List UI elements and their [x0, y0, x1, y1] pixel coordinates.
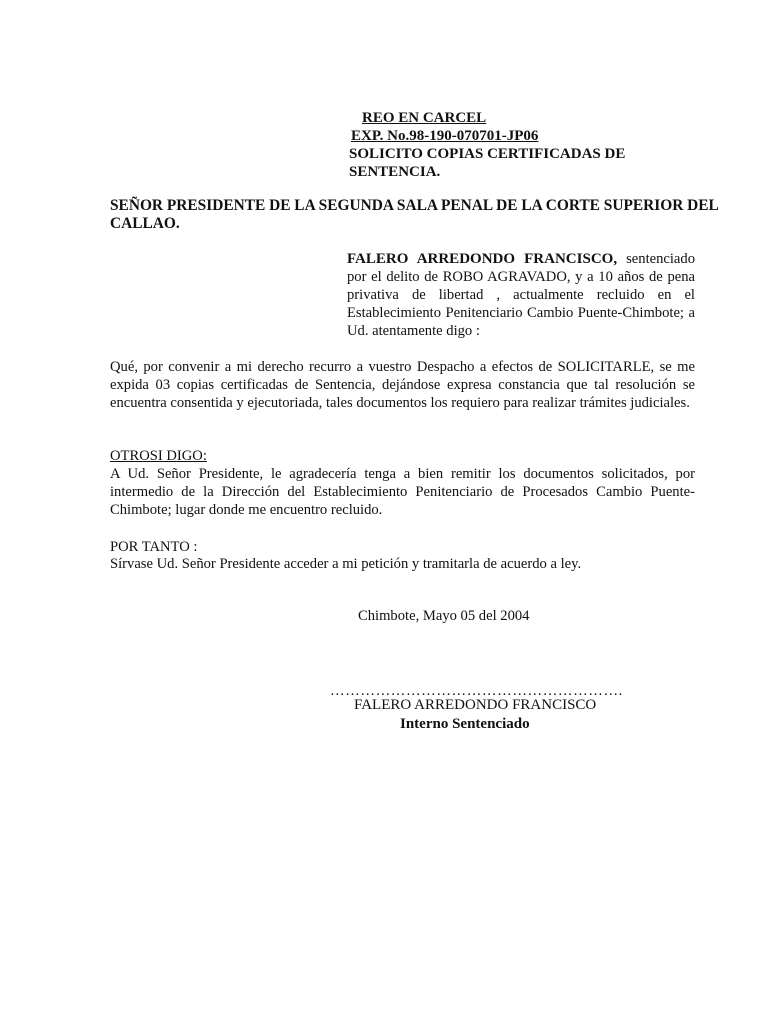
portanto-paragraph: Sírvase Ud. Señor Presidente acceder a mi petición y tramitarla de acuerdo a ley. [110, 556, 582, 572]
signature-name: FALERO ARREDONDO FRANCISCO [354, 697, 597, 713]
header-subject-line1: SOLICITO COPIAS CERTIFICADAS DE [349, 146, 626, 162]
petitioner-name: FALERO ARREDONDO FRANCISCO, [347, 251, 618, 267]
header-expediente: EXP. No.98-190-070701-JP06 [351, 128, 539, 144]
header-reo-en-carcel: REO EN CARCEL [362, 110, 487, 126]
header-block [349, 109, 669, 181]
request-paragraph: Qué, por convenir a mi derecho recurro a vuestro Despacho a efectos de SOLICITARLE, se me expida 03 copias certificadas de Sentencia, dejándose expresa constancia que tal resolución se encuentra consentida y ejecutoriada, tales documentos los requiero para realizar trámites judiciales. [110, 359, 695, 411]
otrosi-paragraph: A Ud. Señor Presidente, le agradecería tenga a bien remitir los documentos solicitados, por intermedio de la Dirección del Establecimiento Penitenciario de Procesados Cambio Puente-Chimbote; lugar donde me encuentro recluido. [110, 466, 695, 518]
intro-paragraph [347, 250, 695, 340]
portanto-heading: POR TANTO : [110, 539, 198, 555]
addressee: SEÑOR PRESIDENTE DE LA SEGUNDA SALA PENAL DE LA CORTE SUPERIOR DEL CALLAO. [110, 197, 718, 232]
signature-title: Interno Sentenciado [400, 716, 530, 732]
place-date: Chimbote, Mayo 05 del 2004 [358, 608, 530, 624]
signature-line: …………………………………………………. [330, 683, 623, 699]
otrosi-heading: OTROSI DIGO: [110, 448, 207, 464]
header-subject-line2: SENTENCIA. [349, 164, 441, 180]
intro-text: sentenciado por el delito de ROBO AGRAVADO, y a 10 años de pena privativa de libertad , actualmente recluido en el Establecimiento Penitenciario Cambio Puente-Chimbote; a Ud. atentamente digo : [347, 251, 695, 339]
